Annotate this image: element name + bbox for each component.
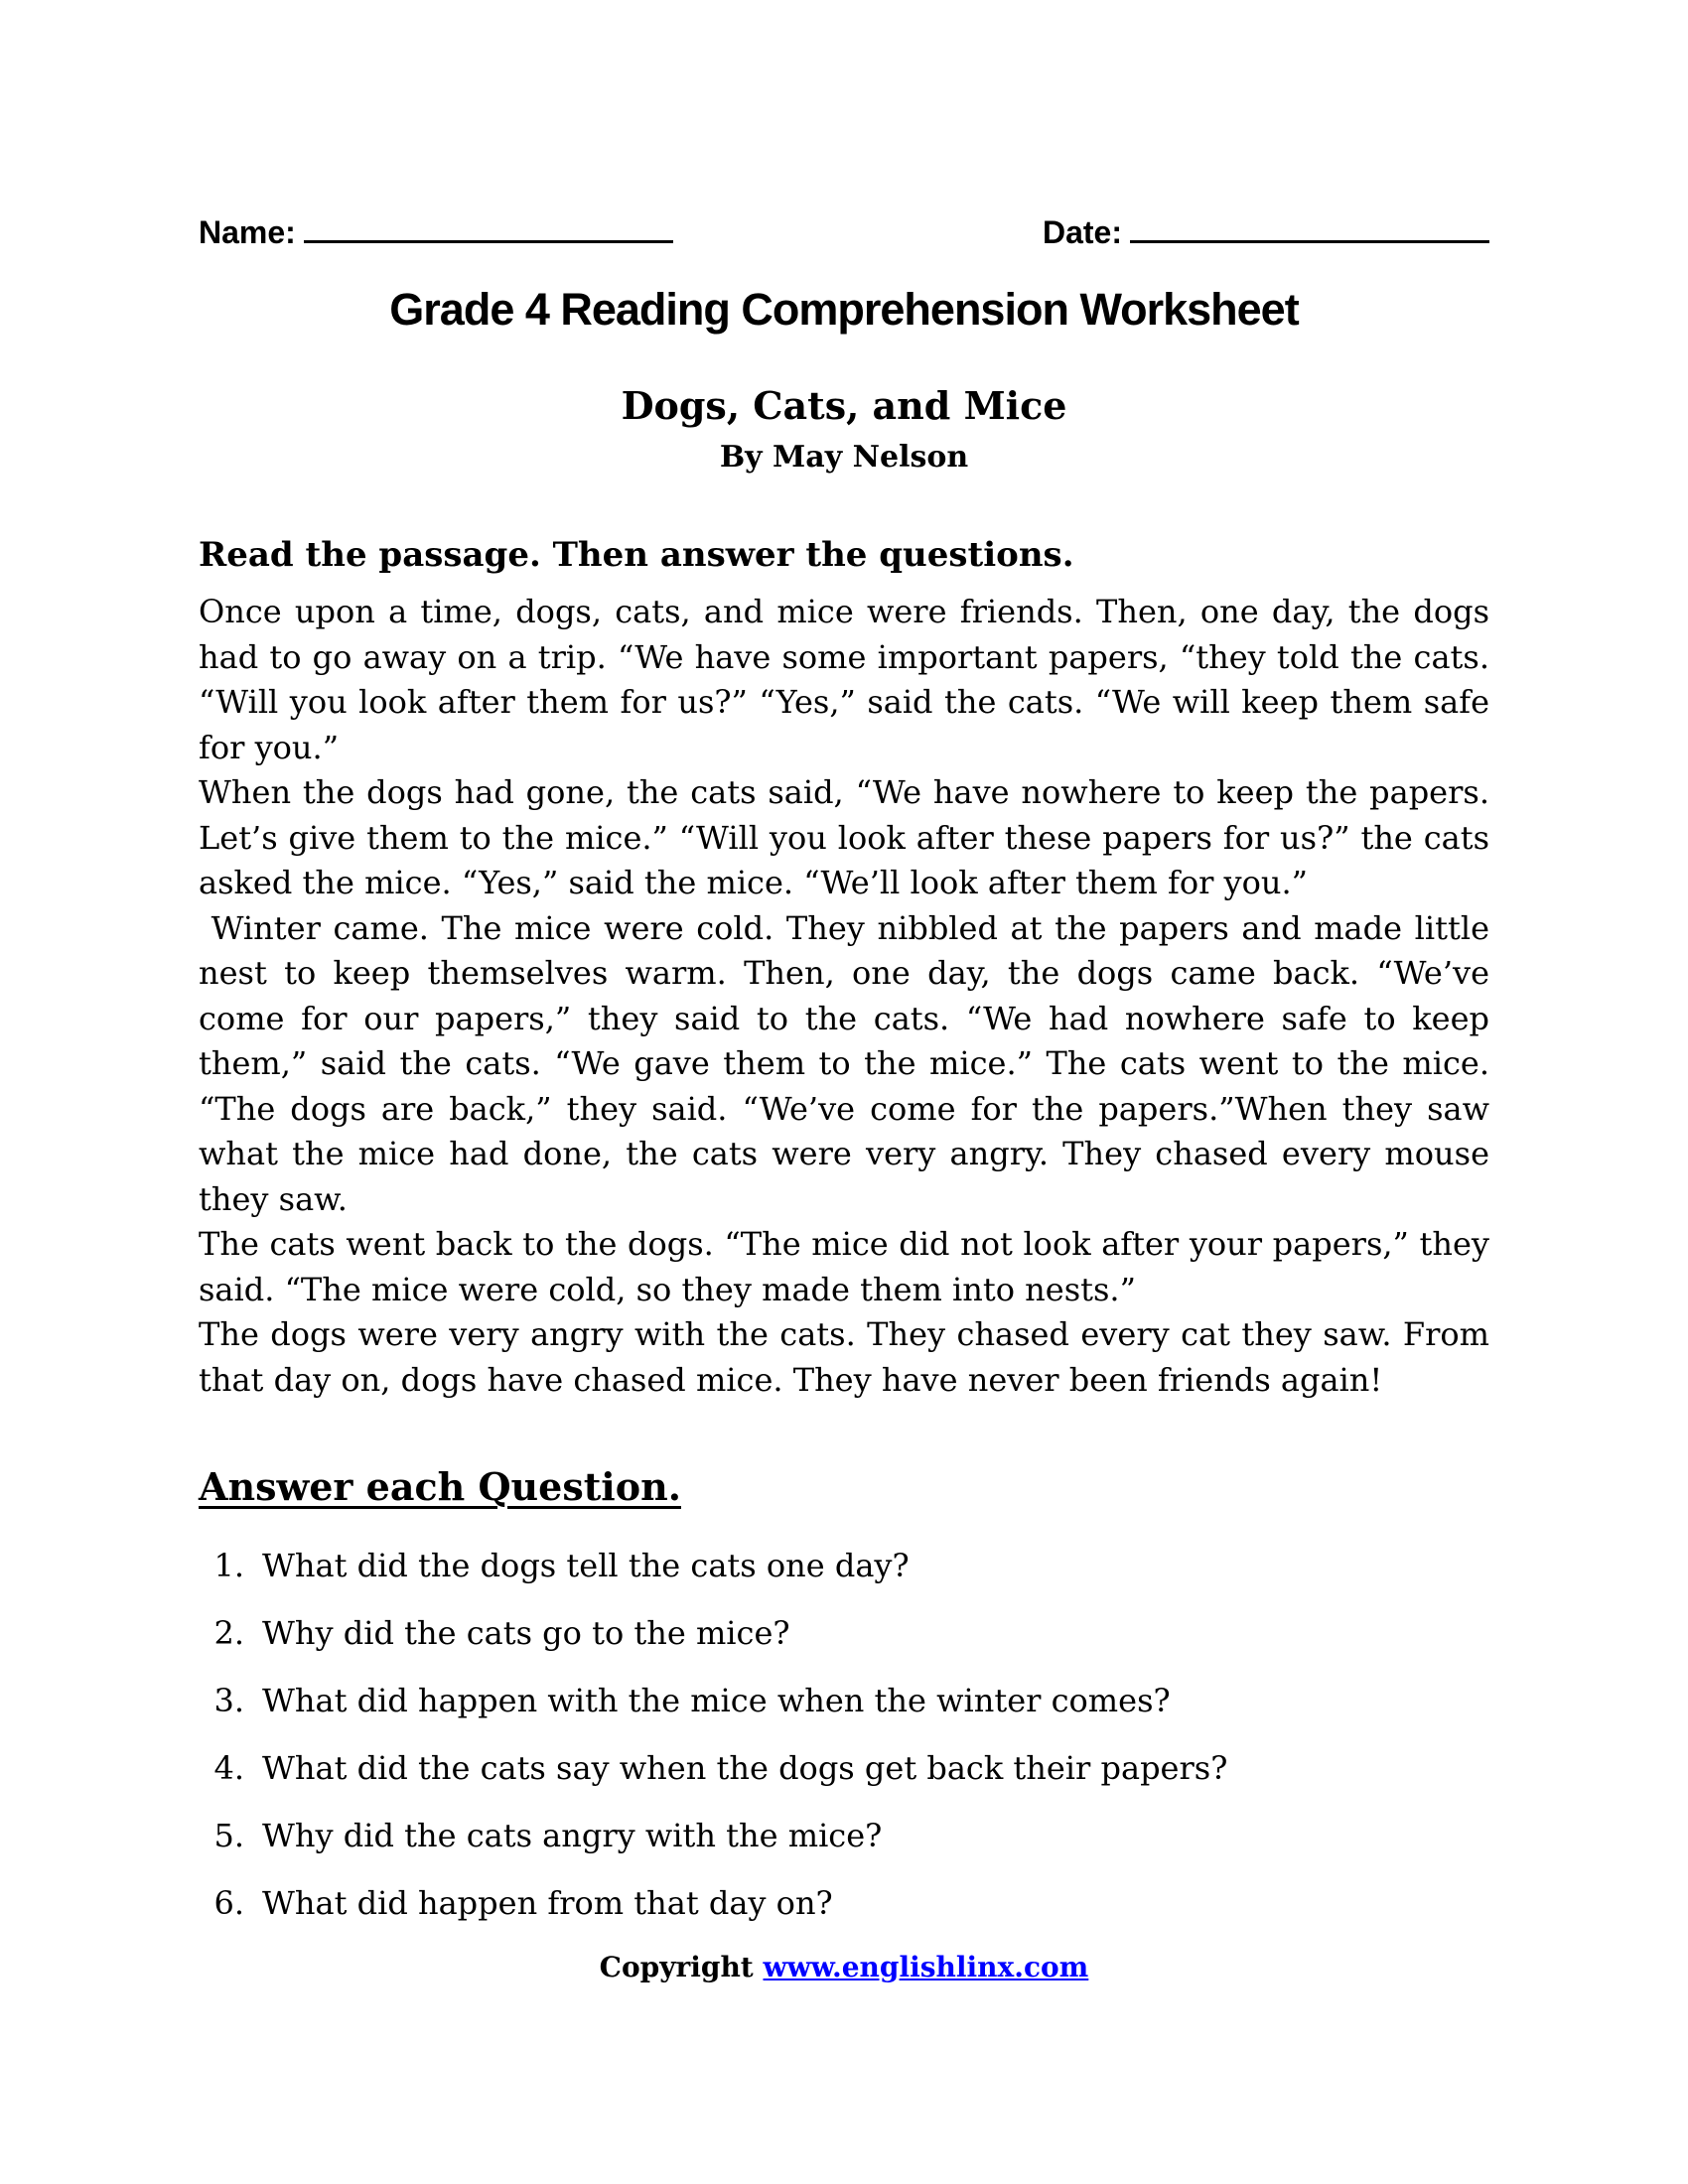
question-item [199, 1611, 1489, 1656]
byline: By May Nelson [719, 440, 969, 475]
name-field [199, 210, 673, 251]
question-text: Why did the cats go to the mice? [262, 1614, 790, 1652]
question-item [199, 1544, 1489, 1588]
name-blank-line[interactable] [304, 210, 673, 243]
date-field [1043, 210, 1489, 251]
passage [199, 590, 1489, 1403]
passage-paragraph: The dogs were very angry with the cats. They chased every cat they saw. From that day on, dogs have chased mice. They have never been friends again! [199, 1315, 1489, 1399]
passage-title: Dogs, Cats, and Mice [621, 383, 1067, 428]
date-label: Date: [1042, 214, 1122, 250]
date-blank-line[interactable] [1130, 210, 1489, 243]
passage-paragraph: When the dogs had gone, the cats said, “We have nowhere to keep the papers. Let’s give them to the mice.” “Will you look after these papers for us?” the cats asked the mice. “Yes,” said the mice. “We’ll look after them for you.” [199, 773, 1489, 901]
name-label: Name: [199, 214, 296, 250]
questions-heading: Answer each Question. [199, 1464, 681, 1509]
page-title: Grade 4 Reading Comprehension Worksheet [389, 284, 1299, 335]
copyright-link[interactable]: www.englishlinx.com [763, 1951, 1089, 1983]
name-date-row [199, 210, 1489, 251]
question-item [199, 1746, 1489, 1791]
passage-paragraph: Once upon a time, dogs, cats, and mice were friends. Then, one day, the dogs had to go away on a trip. “We have some important papers, “they told the cats. “Will you look after them for us?” “Yes,” said the cats. “We will keep them safe for you.” [199, 593, 1489, 766]
question-text: What did happen from that day on? [262, 1884, 833, 1922]
question-text: What did happen with the mice when the winter comes? [262, 1682, 1171, 1719]
question-text: Why did the cats angry with the mice? [262, 1817, 883, 1854]
instructions: Read the passage. Then answer the questions. [199, 535, 1074, 575]
question-number: 5. [213, 1817, 244, 1854]
question-number: 2. [213, 1614, 244, 1652]
question-text: What did the cats say when the dogs get back their papers? [262, 1749, 1228, 1787]
question-number: 4. [213, 1749, 244, 1787]
question-number: 6. [213, 1884, 244, 1922]
question-text: What did the dogs tell the cats one day? [262, 1547, 910, 1584]
question-item [199, 1814, 1489, 1858]
question-number: 1. [213, 1547, 244, 1584]
question-number: 3. [213, 1682, 244, 1719]
questions-list [199, 1544, 1489, 1926]
passage-paragraph: Winter came. The mice were cold. They nibbled at the papers and made little nest to keep themselves warm. Then, one day, the dogs came back. “We’ve come for our papers,” they said to the cats. “We had nowhere safe to keep them,” said the cats. “We gave them to the mice.” The cats went to the mice. “The dogs are back,” they said. “We’ve come for the papers.”When they saw what the mice had done, the cats were very angry. They chased every mouse they saw. [199, 908, 1489, 1218]
copyright-label: Copyright [599, 1951, 754, 1983]
passage-paragraph: The cats went back to the dogs. “The mice did not look after your papers,” they said. “The mice were cold, so they made them into nests.” [199, 1225, 1489, 1308]
question-item [199, 1881, 1489, 1926]
footer [199, 1949, 1489, 1986]
question-item [199, 1679, 1489, 1723]
